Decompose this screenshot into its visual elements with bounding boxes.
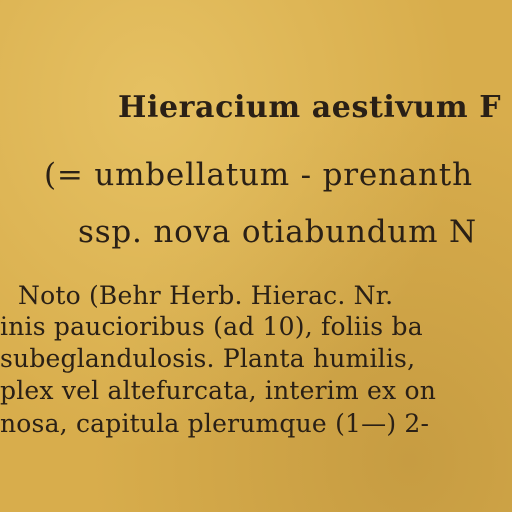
body-text-line: inis paucioribus (ad 10), foliis ba (0, 312, 423, 341)
body-text-line: subeglandulosis. Planta humilis, (0, 344, 416, 373)
body-text-line: plex vel altefurcata, interim ex on (0, 376, 437, 405)
body-text-line: nosa, capitula plerumque (1—) 2- (0, 409, 430, 438)
species-synonym: (= umbellatum - prenanth (44, 157, 473, 193)
body-text-line: Noto (Behr Herb. Hierac. Nr. (18, 281, 394, 310)
species-title: Hieracium aestivum F (118, 90, 502, 125)
subspecies-line: ssp. nova otiabundum N (78, 214, 477, 250)
